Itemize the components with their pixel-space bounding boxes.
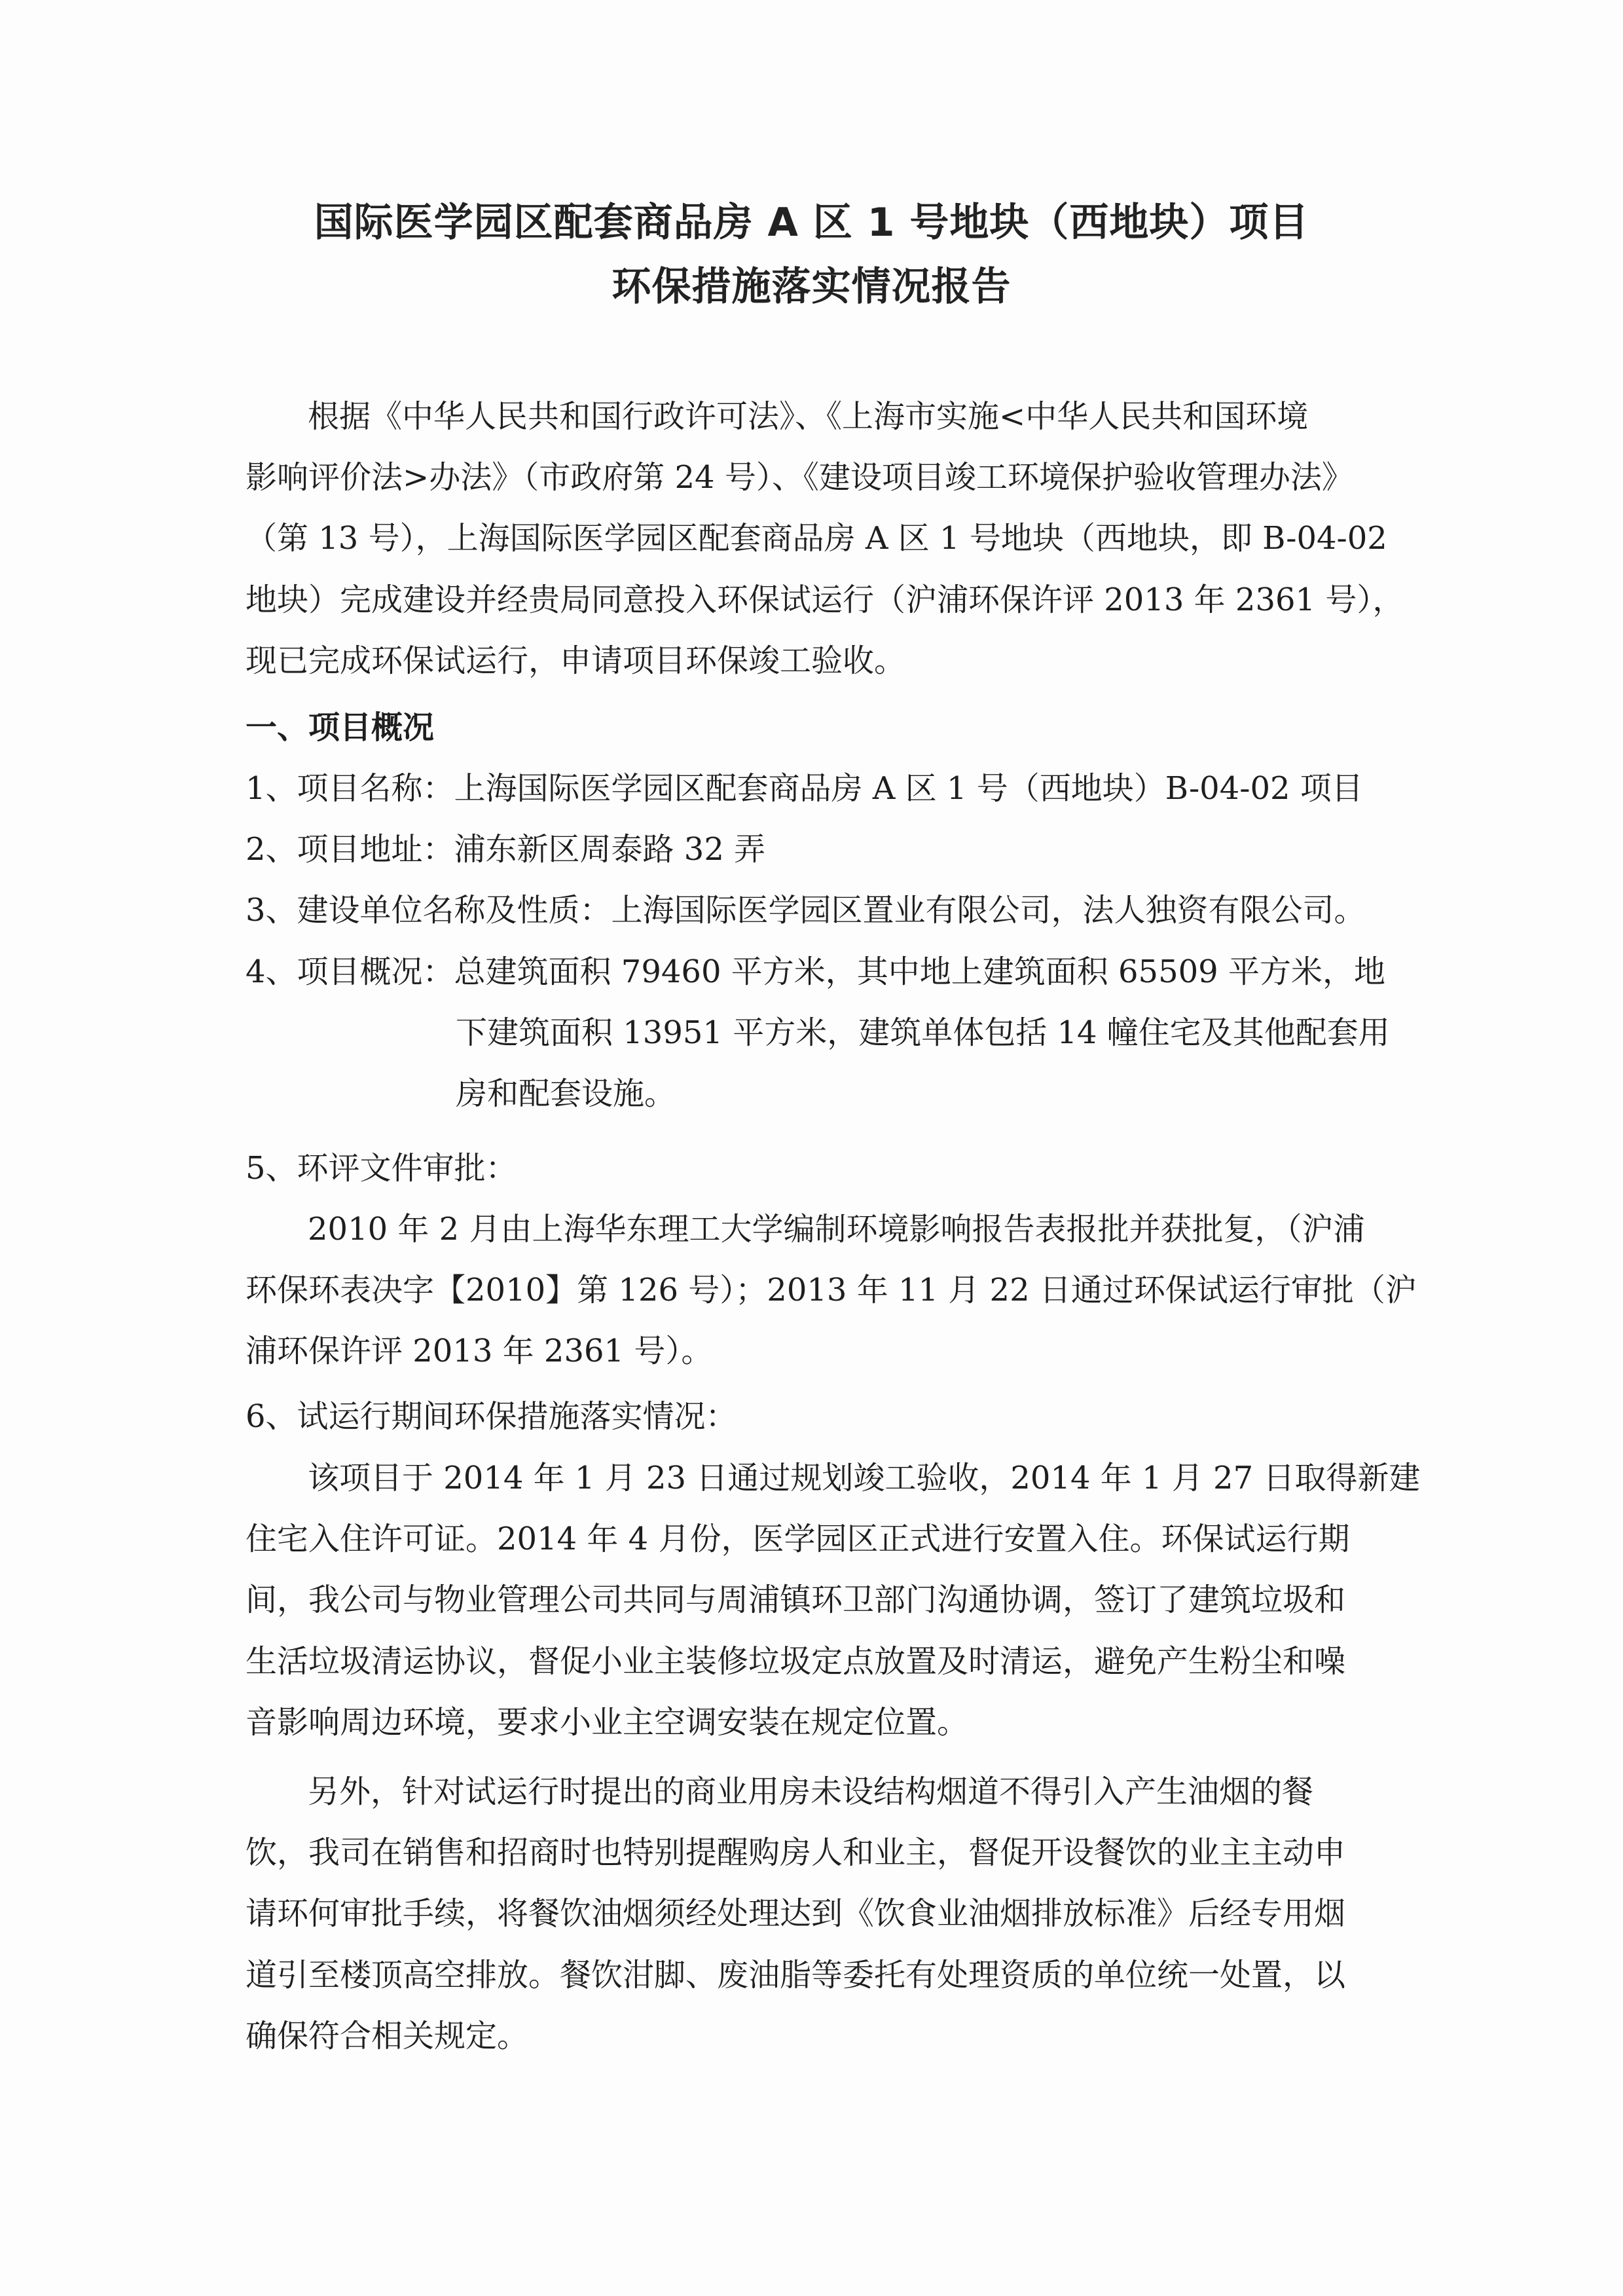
paragraph-line: 另外，针对试运行时提出的商业用房未设结构烟道不得引入产生油烟的餐 (308, 1773, 1314, 1810)
list-item: 5、环评文件审批： (246, 1150, 517, 1187)
paragraph-line: 2010 年 2 月由上海华东理工大学编制环境影响报告表报批并获批复，（沪浦 (308, 1211, 1365, 1248)
list-item: 6、试运行期间环保措施落实情况： (246, 1398, 737, 1435)
paragraph-line: 道引至楼顶高空排放。餐饮泔脚、废油脂等委托有处理资质的单位统一处置，以 (246, 1957, 1346, 1993)
paragraph-line: 生活垃圾清运协议，督促小业主装修垃圾定点放置及时清运，避免产生粉尘和噪 (246, 1643, 1346, 1680)
list-item: 4、项目概况：总建筑面积 79460 平方米，其中地上建筑面积 65509 平方米，地 (246, 954, 1385, 990)
paragraph-line: 确保符合相关规定。 (246, 2018, 529, 2054)
paragraph-line: 住宅入住许可证。2014 年 4 月份，医学园区正式进行安置入住。环保试运行期 (246, 1521, 1350, 1557)
paragraph-line: 饮，我司在销售和招商时也特别提醒购房人和业主，督促开设餐饮的业主主动申 (246, 1834, 1346, 1871)
list-item: 1、项目名称：上海国际医学园区配套商品房 A 区 1 号（西地块）B-04-02 项目 (246, 770, 1363, 807)
list-item-continuation: 房和配套设施。 (456, 1075, 676, 1112)
intro-line: （第 13 号），上海国际医学园区配套商品房 A 区 1 号地块（西地块，即 B-04-02 (246, 520, 1387, 557)
list-item: 2、项目地址：浦东新区周泰路 32 弄 (246, 831, 766, 868)
paragraph-line: 浦环保许评 2013 年 2361 号）。 (246, 1333, 713, 1369)
intro-line: 现已完成环保试运行，申请项目环保竣工验收。 (246, 642, 906, 679)
paragraph-line: 环保环表决字【2010】第 126 号）；2013 年 11 月 22 日通过环保试运行审批（沪 (246, 1272, 1417, 1308)
intro-line: 影响评价法>办法》（市政府第 24 号）、《建设项目竣工环境保护验收管理办法》 (246, 459, 1353, 496)
paragraph-line: 间，我公司与物业管理公司共同与周浦镇环卫部门沟通协调，签订了建筑垃圾和 (246, 1582, 1346, 1618)
paragraph-line: 音影响周边环境，要求小业主空调安装在规定位置。 (246, 1704, 969, 1741)
list-item-continuation: 下建筑面积 13951 平方米，建筑单体包括 14 幢住宅及其他配套用 (456, 1014, 1390, 1051)
report-title-line-1: 国际医学园区配套商品房 A 区 1 号地块（西地块）项目 (314, 200, 1309, 246)
paragraph-line: 该项目于 2014 年 1 月 23 日通过规划竣工验收，2014 年 1 月 27 日取得新建 (308, 1460, 1421, 1496)
intro-line: 地块）完成建设并经贵局同意投入环保试运行（沪浦环保许评 2013 年 2361 号）， (246, 582, 1404, 618)
report-title-line-2: 环保措施落实情况报告 (611, 264, 1012, 310)
list-item: 3、建设单位名称及性质：上海国际医学园区置业有限公司，法人独资有限公司。 (246, 892, 1366, 929)
intro-line: 根据《中华人民共和国行政许可法》、《上海市实施<中华人民共和国环境 (308, 398, 1309, 435)
section-heading: 一、项目概况 (246, 709, 435, 746)
paragraph-line: 请环何审批手续，将餐饮油烟须经处理达到《饮食业油烟排放标准》后经专用烟 (246, 1895, 1346, 1932)
